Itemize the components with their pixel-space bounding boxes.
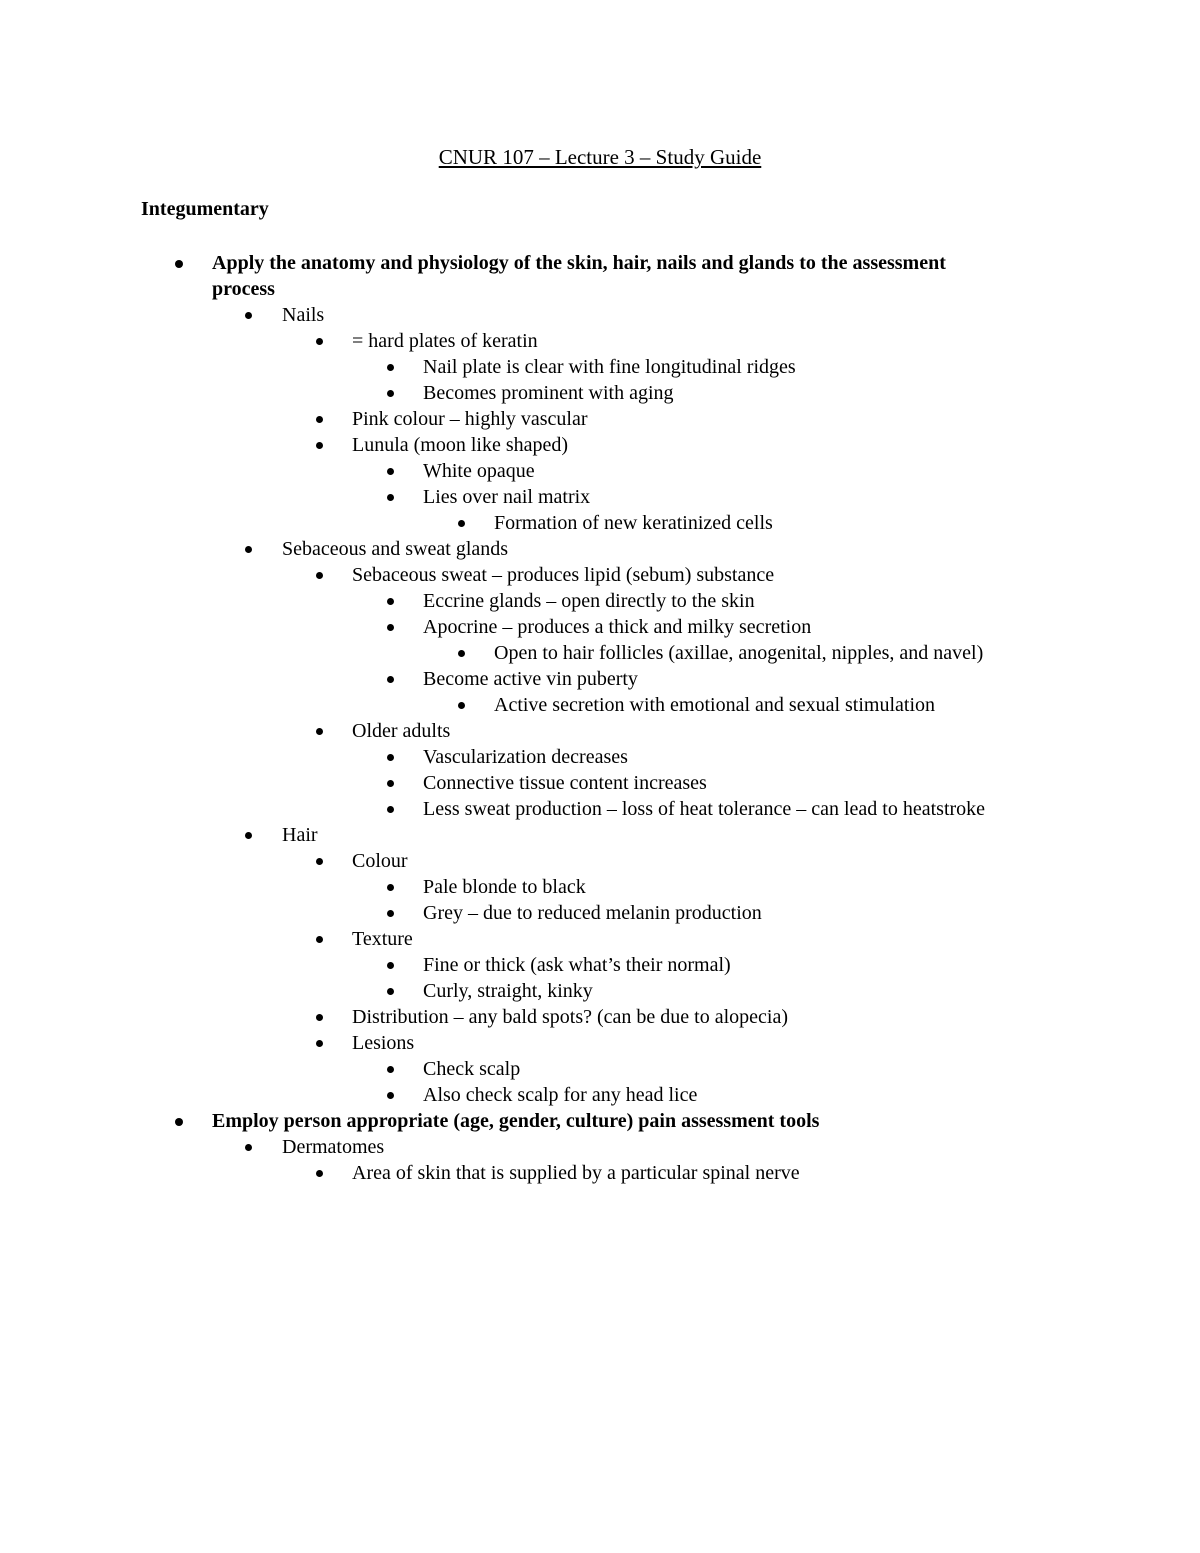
outline-item-level-4	[0, 484, 1200, 510]
outline-item-text: Becomes prominent with aging	[423, 382, 674, 404]
outline-item-text: Employ person appropriate (age, gender, culture) pain assessment tools	[212, 1110, 820, 1132]
bullet-icon	[316, 1014, 323, 1021]
section-heading: Integumentary	[141, 198, 269, 220]
bullet-icon	[387, 598, 394, 605]
outline-item-text: Also check scalp for any head lice	[423, 1084, 698, 1106]
bullet-icon	[387, 1066, 394, 1073]
outline-item-text: Colour	[352, 850, 408, 872]
outline-item-text: Sebaceous sweat – produces lipid (sebum) substance	[352, 564, 775, 586]
outline-item-text: Sebaceous and sweat glands	[282, 538, 509, 560]
bullet-icon	[316, 338, 323, 345]
bullet-icon	[387, 962, 394, 969]
bullet-icon	[387, 1092, 394, 1099]
bullet-icon	[316, 858, 323, 865]
outline-item-text: Area of skin that is supplied by a particular spinal nerve	[352, 1162, 800, 1184]
outline-item-level-4	[0, 458, 1200, 484]
bullet-icon	[387, 390, 394, 397]
outline-item-level-5	[0, 640, 1200, 666]
bullet-icon	[458, 520, 465, 527]
bullet-icon	[245, 312, 252, 319]
outline-item-level-2	[0, 822, 1200, 848]
bullet-icon	[316, 442, 323, 449]
outline-item-level-4	[0, 1056, 1200, 1082]
outline-item-level-3	[0, 848, 1200, 874]
outline-item-text: Eccrine glands – open directly to the skin	[423, 590, 755, 612]
outline-item-level-4	[0, 744, 1200, 770]
outline-item-level-4	[0, 1082, 1200, 1108]
bullet-icon	[316, 416, 323, 423]
outline-item-text: Texture	[352, 928, 413, 950]
bullet-icon	[245, 546, 252, 553]
outline-item-level-3	[0, 1004, 1200, 1030]
outline-item-text: = hard plates of keratin	[352, 330, 538, 352]
bullet-icon	[458, 702, 465, 709]
outline-item-text: Hair	[282, 824, 318, 846]
outline-item-level-3	[0, 432, 1200, 458]
outline-item-text: Nails	[282, 304, 325, 326]
outline-item-level-3	[0, 1160, 1200, 1186]
bullet-icon	[245, 1144, 252, 1151]
outline-item-text: Formation of new keratinized cells	[494, 512, 773, 534]
outline-item-level-3	[0, 718, 1200, 744]
bullet-icon	[387, 910, 394, 917]
outline-item-level-1	[0, 1108, 1200, 1134]
outline-item-text: Check scalp	[423, 1058, 521, 1080]
outline-item-level-4	[0, 588, 1200, 614]
outline-item-text: Active secretion with emotional and sexual stimulation	[494, 694, 936, 716]
outline-item-text: Curly, straight, kinky	[423, 980, 593, 1002]
outline-item-text: Older adults	[352, 720, 451, 742]
outline-item-level-3	[0, 926, 1200, 952]
outline-item-level-4	[0, 614, 1200, 640]
bullet-icon	[175, 260, 183, 268]
outline-item-level-4	[0, 796, 1200, 822]
document-title: CNUR 107 – Lecture 3 – Study Guide	[438, 145, 762, 169]
bullet-icon	[387, 364, 394, 371]
outline-item-text: Open to hair follicles (axillae, anogenital, nipples, and navel)	[494, 642, 984, 664]
bullet-icon	[387, 494, 394, 501]
outline-item-text: Apply the anatomy and physiology of the skin, hair, nails and glands to the assessment	[212, 252, 946, 274]
bullet-icon	[387, 468, 394, 475]
outline-item-level-5	[0, 510, 1200, 536]
bullet-icon	[387, 806, 394, 813]
bullet-icon	[387, 676, 394, 683]
outline-item-level-1	[0, 250, 1200, 276]
outline-item-text: process	[212, 278, 275, 300]
bullet-icon	[458, 650, 465, 657]
outline-item-level-1	[0, 276, 1200, 302]
outline-item-text: Dermatomes	[282, 1136, 385, 1158]
outline-item-text: Grey – due to reduced melanin production	[423, 902, 762, 924]
outline-item-level-4	[0, 666, 1200, 692]
outline-item-level-4	[0, 354, 1200, 380]
outline-item-text: Become active vin puberty	[423, 668, 638, 690]
bullet-icon	[387, 754, 394, 761]
bullet-icon	[316, 572, 323, 579]
outline-item-text: Pink colour – highly vascular	[352, 408, 588, 430]
bullet-icon	[387, 988, 394, 995]
bullet-icon	[387, 780, 394, 787]
bullet-icon	[387, 624, 394, 631]
outline-item-text: Connective tissue content increases	[423, 772, 707, 794]
bullet-icon	[316, 1040, 323, 1047]
outline-item-level-2	[0, 1134, 1200, 1160]
bullet-outline	[0, 250, 1200, 1186]
outline-item-level-3	[0, 328, 1200, 354]
outline-item-level-4	[0, 978, 1200, 1004]
outline-item-level-4	[0, 874, 1200, 900]
outline-item-text: Lunula (moon like shaped)	[352, 434, 569, 456]
outline-item-level-5	[0, 692, 1200, 718]
outline-item-text: Fine or thick (ask what’s their normal)	[423, 954, 731, 976]
outline-item-text: Lies over nail matrix	[423, 486, 591, 508]
bullet-icon	[316, 936, 323, 943]
outline-item-level-4	[0, 770, 1200, 796]
bullet-icon	[387, 884, 394, 891]
outline-item-text: Vascularization decreases	[423, 746, 628, 768]
outline-item-text: Less sweat production – loss of heat tolerance – can lead to heatstroke	[423, 798, 986, 820]
outline-item-text: Nail plate is clear with fine longitudinal ridges	[423, 356, 796, 378]
bullet-icon	[316, 728, 323, 735]
bullet-icon	[245, 832, 252, 839]
outline-item-level-2	[0, 536, 1200, 562]
outline-item-text: Pale blonde to black	[423, 876, 586, 898]
outline-item-level-4	[0, 380, 1200, 406]
outline-item-level-4	[0, 900, 1200, 926]
outline-item-level-2	[0, 302, 1200, 328]
outline-item-level-3	[0, 1030, 1200, 1056]
outline-item-level-3	[0, 562, 1200, 588]
outline-item-text: Lesions	[352, 1032, 415, 1054]
outline-item-text: Distribution – any bald spots? (can be due to alopecia)	[352, 1006, 788, 1028]
outline-item-text: White opaque	[423, 460, 535, 482]
bullet-icon	[175, 1118, 183, 1126]
outline-item-level-4	[0, 952, 1200, 978]
outline-item-text: Apocrine – produces a thick and milky secretion	[423, 616, 812, 638]
bullet-icon	[316, 1170, 323, 1177]
outline-item-level-3	[0, 406, 1200, 432]
